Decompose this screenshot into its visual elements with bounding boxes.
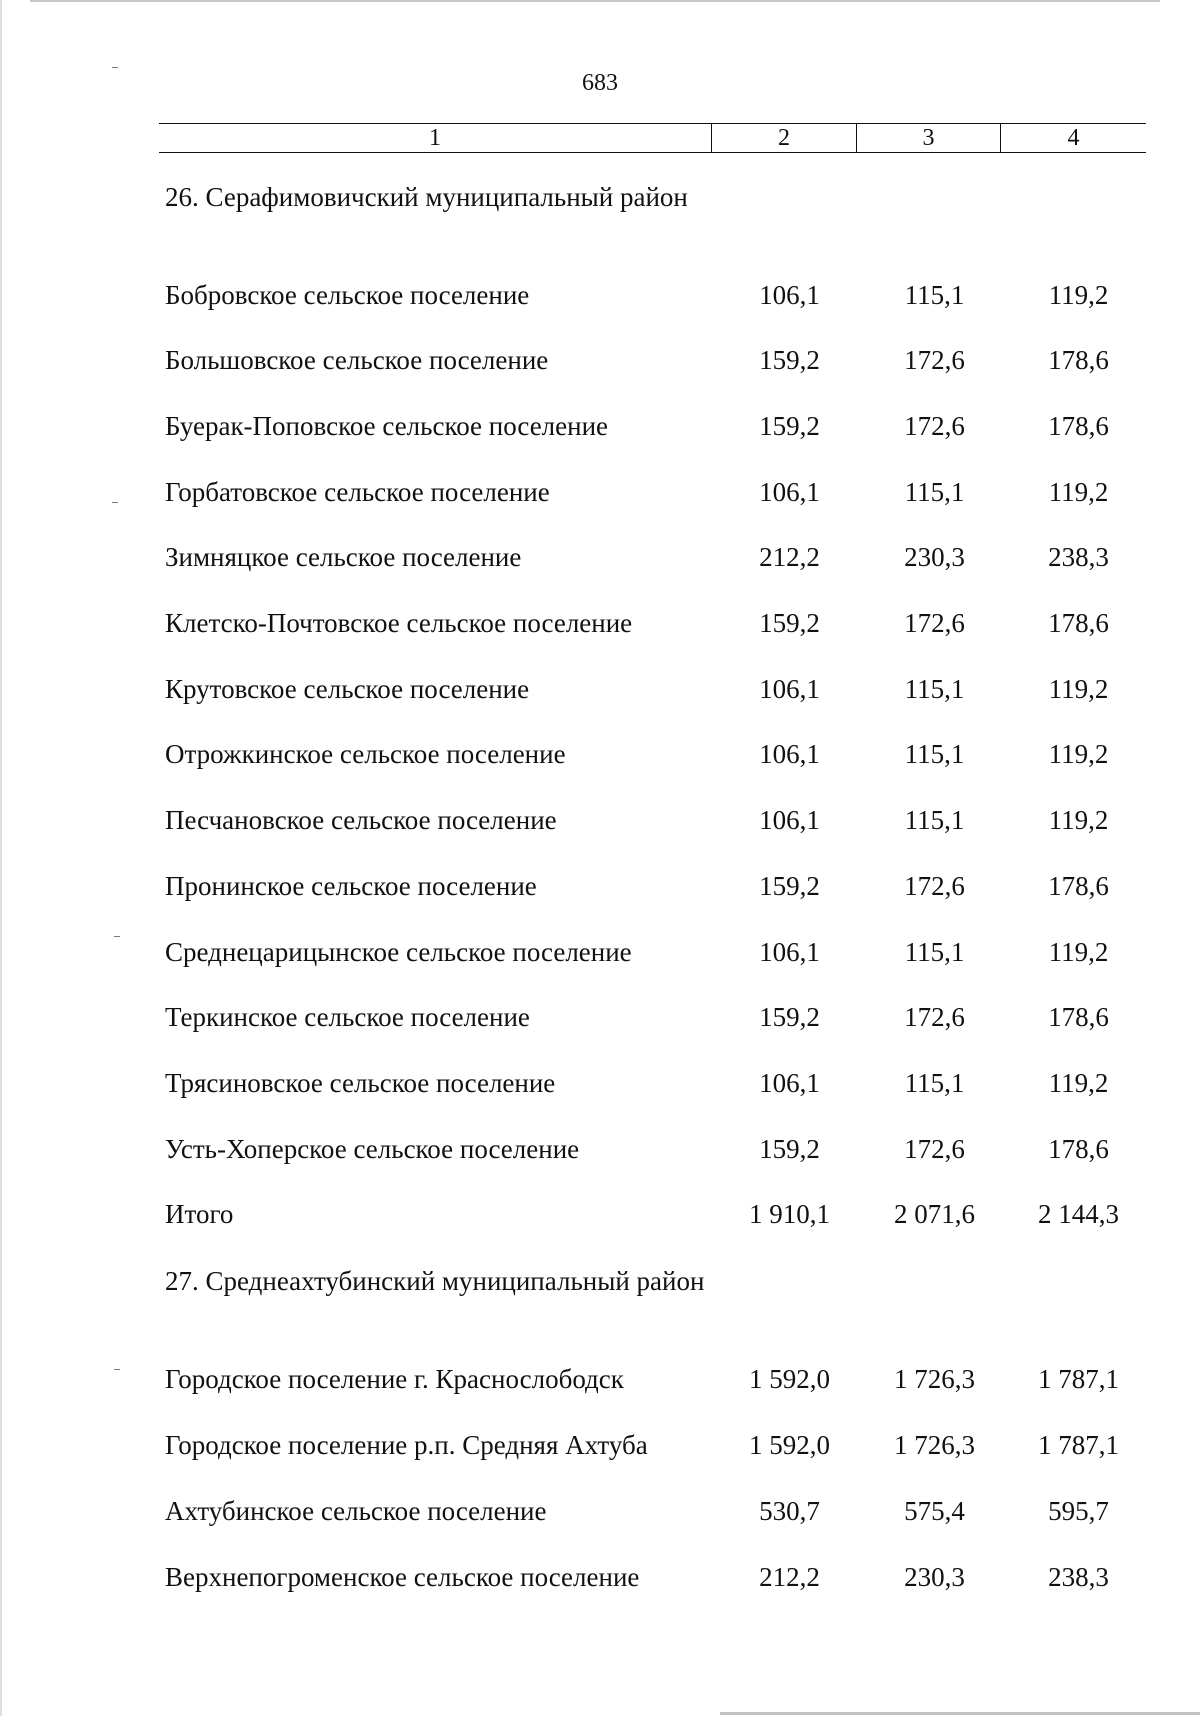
row-value-col4: 178,6: [1048, 871, 1109, 901]
table-row: [165, 278, 1155, 312]
row-value-col3: 115,1: [904, 739, 965, 769]
section-title-27: 27. Среднеахтубинский муниципальный район: [165, 1266, 705, 1296]
row-value-col3: 172,6: [904, 411, 965, 441]
table-row: [165, 1000, 1155, 1034]
row-value-col4: 119,2: [1048, 1068, 1109, 1098]
row-label: Трясиновское сельское поселение: [165, 1068, 556, 1098]
row-label: Песчановское сельское поселение: [165, 805, 557, 835]
section-title-26: 26. Серафимовичский муниципальный район: [165, 182, 688, 212]
table-row: [165, 803, 1155, 837]
row-value-col3: 1 726,3: [894, 1364, 975, 1394]
scan-speck: [114, 1369, 120, 1370]
row-value-col4: 178,6: [1048, 1134, 1109, 1164]
row-value-col3: 230,3: [904, 1562, 965, 1592]
row-value-col2: 106,1: [759, 739, 820, 769]
total-label: Итого: [165, 1199, 234, 1229]
scan-edge-bottom: [720, 1712, 1200, 1715]
table-row: [165, 1132, 1155, 1166]
row-value-col2: 159,2: [759, 345, 820, 375]
column-header-3: 3: [856, 124, 1000, 152]
table-row: [165, 935, 1155, 969]
row-value-col4: 119,2: [1048, 280, 1109, 310]
row-value-col3: 575,4: [904, 1496, 965, 1526]
row-value-col3: 172,6: [904, 1002, 965, 1032]
row-value-col2: 159,2: [759, 411, 820, 441]
table-row: [165, 672, 1155, 706]
table-row: [165, 737, 1155, 771]
row-label: Бобровское сельское поселение: [165, 280, 530, 310]
row-value-col2: 530,7: [759, 1496, 820, 1526]
scan-speck: [112, 67, 118, 68]
row-value-col4: 178,6: [1048, 608, 1109, 638]
row-value-col3: 172,6: [904, 871, 965, 901]
row-value-col3: 172,6: [904, 1134, 965, 1164]
row-value-col2: 159,2: [759, 1002, 820, 1032]
table-row: [165, 1428, 1155, 1462]
column-header-row: [159, 123, 1146, 153]
row-label: Большовское сельское поселение: [165, 345, 549, 375]
column-header-4: 4: [1000, 124, 1146, 152]
row-value-col2: 1 592,0: [749, 1430, 830, 1460]
row-value-col2: 1 592,0: [749, 1364, 830, 1394]
row-label: Усть-Хоперское сельское поселение: [165, 1134, 580, 1164]
scan-edge-left: [0, 0, 2, 1716]
table-row: [165, 1494, 1155, 1528]
row-value-col4: 119,2: [1048, 937, 1109, 967]
row-label: Теркинское сельское поселение: [165, 1002, 530, 1032]
row-label: Клетско-Почтовское сельское поселение: [165, 608, 633, 638]
row-value-col2: 106,1: [759, 280, 820, 310]
page-number: 683: [582, 70, 618, 96]
row-value-col4: 119,2: [1048, 805, 1109, 835]
row-value-col4: 1 787,1: [1038, 1364, 1119, 1394]
table-row: [165, 343, 1155, 377]
row-value-col3: 115,1: [904, 477, 965, 507]
total-value-col2: 1 910,1: [749, 1199, 830, 1229]
table-row: [165, 1362, 1155, 1396]
table-row: [165, 606, 1155, 640]
row-value-col2: 212,2: [759, 1562, 820, 1592]
row-value-col3: 172,6: [904, 345, 965, 375]
row-value-col3: 115,1: [904, 937, 965, 967]
row-value-col4: 238,3: [1048, 1562, 1109, 1592]
row-label: Зимняцкое сельское поселение: [165, 542, 522, 572]
row-value-col4: 119,2: [1048, 674, 1109, 704]
table-row: [165, 540, 1155, 574]
row-value-col2: 212,2: [759, 542, 820, 572]
row-value-col2: 159,2: [759, 1134, 820, 1164]
table-row: [165, 869, 1155, 903]
row-value-col3: 115,1: [904, 1068, 965, 1098]
row-value-col2: 106,1: [759, 1068, 820, 1098]
row-label: Городское поселение р.п. Средняя Ахтуба: [165, 1430, 648, 1460]
table-row: [165, 1560, 1155, 1594]
table-row: [165, 1066, 1155, 1100]
row-value-col3: 1 726,3: [894, 1430, 975, 1460]
row-value-col3: 115,1: [904, 805, 965, 835]
row-value-col3: 115,1: [904, 674, 965, 704]
row-label: Среднецарицынское сельское поселение: [165, 937, 632, 967]
row-value-col4: 119,2: [1048, 477, 1109, 507]
row-value-col4: 178,6: [1048, 1002, 1109, 1032]
row-value-col4: 595,7: [1048, 1496, 1109, 1526]
row-value-col4: 178,6: [1048, 345, 1109, 375]
row-value-col3: 172,6: [904, 608, 965, 638]
row-value-col3: 230,3: [904, 542, 965, 572]
row-value-col2: 106,1: [759, 477, 820, 507]
row-label: Верхнепогроменское сельское поселение: [165, 1562, 640, 1592]
column-header-1: 1: [429, 125, 441, 151]
row-value-col4: 238,3: [1048, 542, 1109, 572]
row-label: Городское поселение г. Краснослободск: [165, 1364, 624, 1394]
row-value-col2: 159,2: [759, 871, 820, 901]
row-label: Отрожкинское сельское поселение: [165, 739, 566, 769]
scan-speck: [114, 936, 120, 937]
table-row: [165, 409, 1155, 443]
row-value-col2: 106,1: [759, 674, 820, 704]
row-label: Горбатовское сельское поселение: [165, 477, 550, 507]
row-label: Буерак-Поповское сельское поселение: [165, 411, 609, 441]
row-label: Крутовское сельское поселение: [165, 674, 530, 704]
row-value-col2: 106,1: [759, 805, 820, 835]
row-value-col4: 1 787,1: [1038, 1430, 1119, 1460]
table-row: [165, 475, 1155, 509]
row-value-col2: 106,1: [759, 937, 820, 967]
row-value-col4: 119,2: [1048, 739, 1109, 769]
scan-edge-top: [30, 0, 1160, 2]
row-label: Пронинское сельское поселение: [165, 871, 537, 901]
total-value-col4: 2 144,3: [1038, 1199, 1119, 1229]
scan-speck: [112, 502, 118, 503]
total-row: [165, 1197, 1155, 1231]
row-label: Ахтубинское сельское поселение: [165, 1496, 547, 1526]
row-value-col2: 159,2: [759, 608, 820, 638]
row-value-col3: 115,1: [904, 280, 965, 310]
row-value-col4: 178,6: [1048, 411, 1109, 441]
column-header-2: 2: [711, 124, 856, 152]
total-value-col3: 2 071,6: [894, 1199, 975, 1229]
